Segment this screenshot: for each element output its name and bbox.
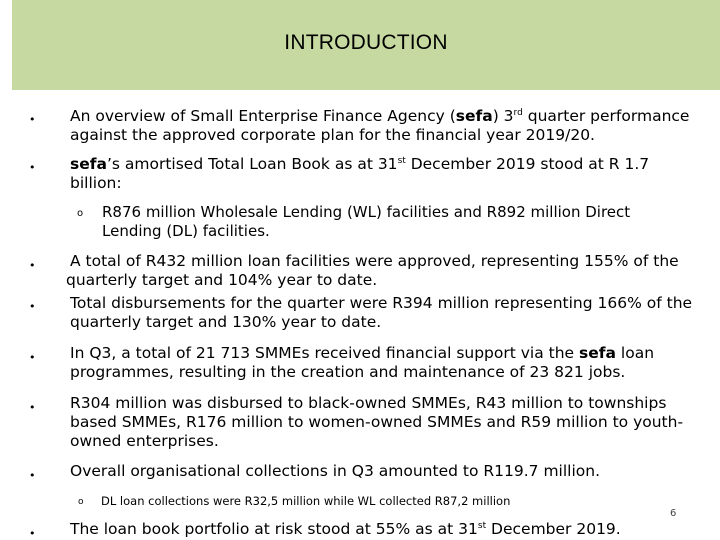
bullet-4-line-2: quarterly target and 130% year to date. <box>70 313 382 331</box>
bullet-4-line-1: Total disbursements for the quarter were R394 million representing 166% of the <box>70 294 693 312</box>
bullet-7-line-1: Overall organisational collections in Q3 amounted to R119.7 million. <box>70 462 601 480</box>
sub-bullet-marker: o <box>78 497 84 507</box>
bullet-6-line-1: R304 million was disbursed to black-owned SMMEs, R43 million to townships <box>70 394 667 412</box>
bullet-marker: • <box>29 351 36 364</box>
bullet-1-line-1: An overview of Small Enterprise Finance Agency (sefa) 3rd quarter performance <box>70 107 690 125</box>
page-number: 6 <box>670 508 677 519</box>
bullet-marker: • <box>29 401 36 414</box>
sub-bullet-2-line-2: Lending (DL) facilities. <box>102 222 270 240</box>
bullet-2-line-1: sefa’s amortised Total Loan Book as at 31st December 2019 stood at R 1.7 <box>70 155 650 173</box>
bullet-marker: • <box>29 527 36 540</box>
bullet-8-line-1: The loan book portfolio at risk stood at 55% as at 31st December 2019. <box>70 520 621 538</box>
page-title: INTRODUCTION <box>284 31 448 54</box>
bullet-marker: • <box>29 259 36 272</box>
header-banner <box>12 0 720 90</box>
bullet-marker: • <box>29 161 36 174</box>
bullet-6-line-3: owned enterprises. <box>70 432 219 450</box>
sub-bullet-marker: o <box>77 208 84 219</box>
bullet-6-line-2: based SMMEs, R176 million to women-owned SMMEs and R59 million to youth- <box>70 413 684 431</box>
bullet-3-line-1: A total of R432 million loan facilities were approved, representing 155% of the <box>70 252 679 270</box>
sub-bullet-2-line-1: R876 million Wholesale Lending (WL) facilities and R892 million Direct <box>102 203 631 221</box>
bullet-marker: • <box>29 113 36 126</box>
bullet-1-line-2: against the approved corporate plan for the financial year 2019/20. <box>70 126 595 144</box>
bullet-marker: • <box>29 300 36 313</box>
bullet-5-line-2: programmes, resulting in the creation and maintenance of 23 821 jobs. <box>70 363 626 381</box>
sub-bullet-7-line-1: DL loan collections were R32,5 million while WL collected R87,2 million <box>101 494 511 508</box>
bullet-2-line-2: billion: <box>70 174 122 192</box>
bullet-5-line-1: In Q3, a total of 21 713 SMMEs received financial support via the sefa loan <box>70 344 655 362</box>
bullet-3-line-2: quarterly target and 104% year to date. <box>66 271 378 289</box>
bullet-marker: • <box>29 469 36 482</box>
